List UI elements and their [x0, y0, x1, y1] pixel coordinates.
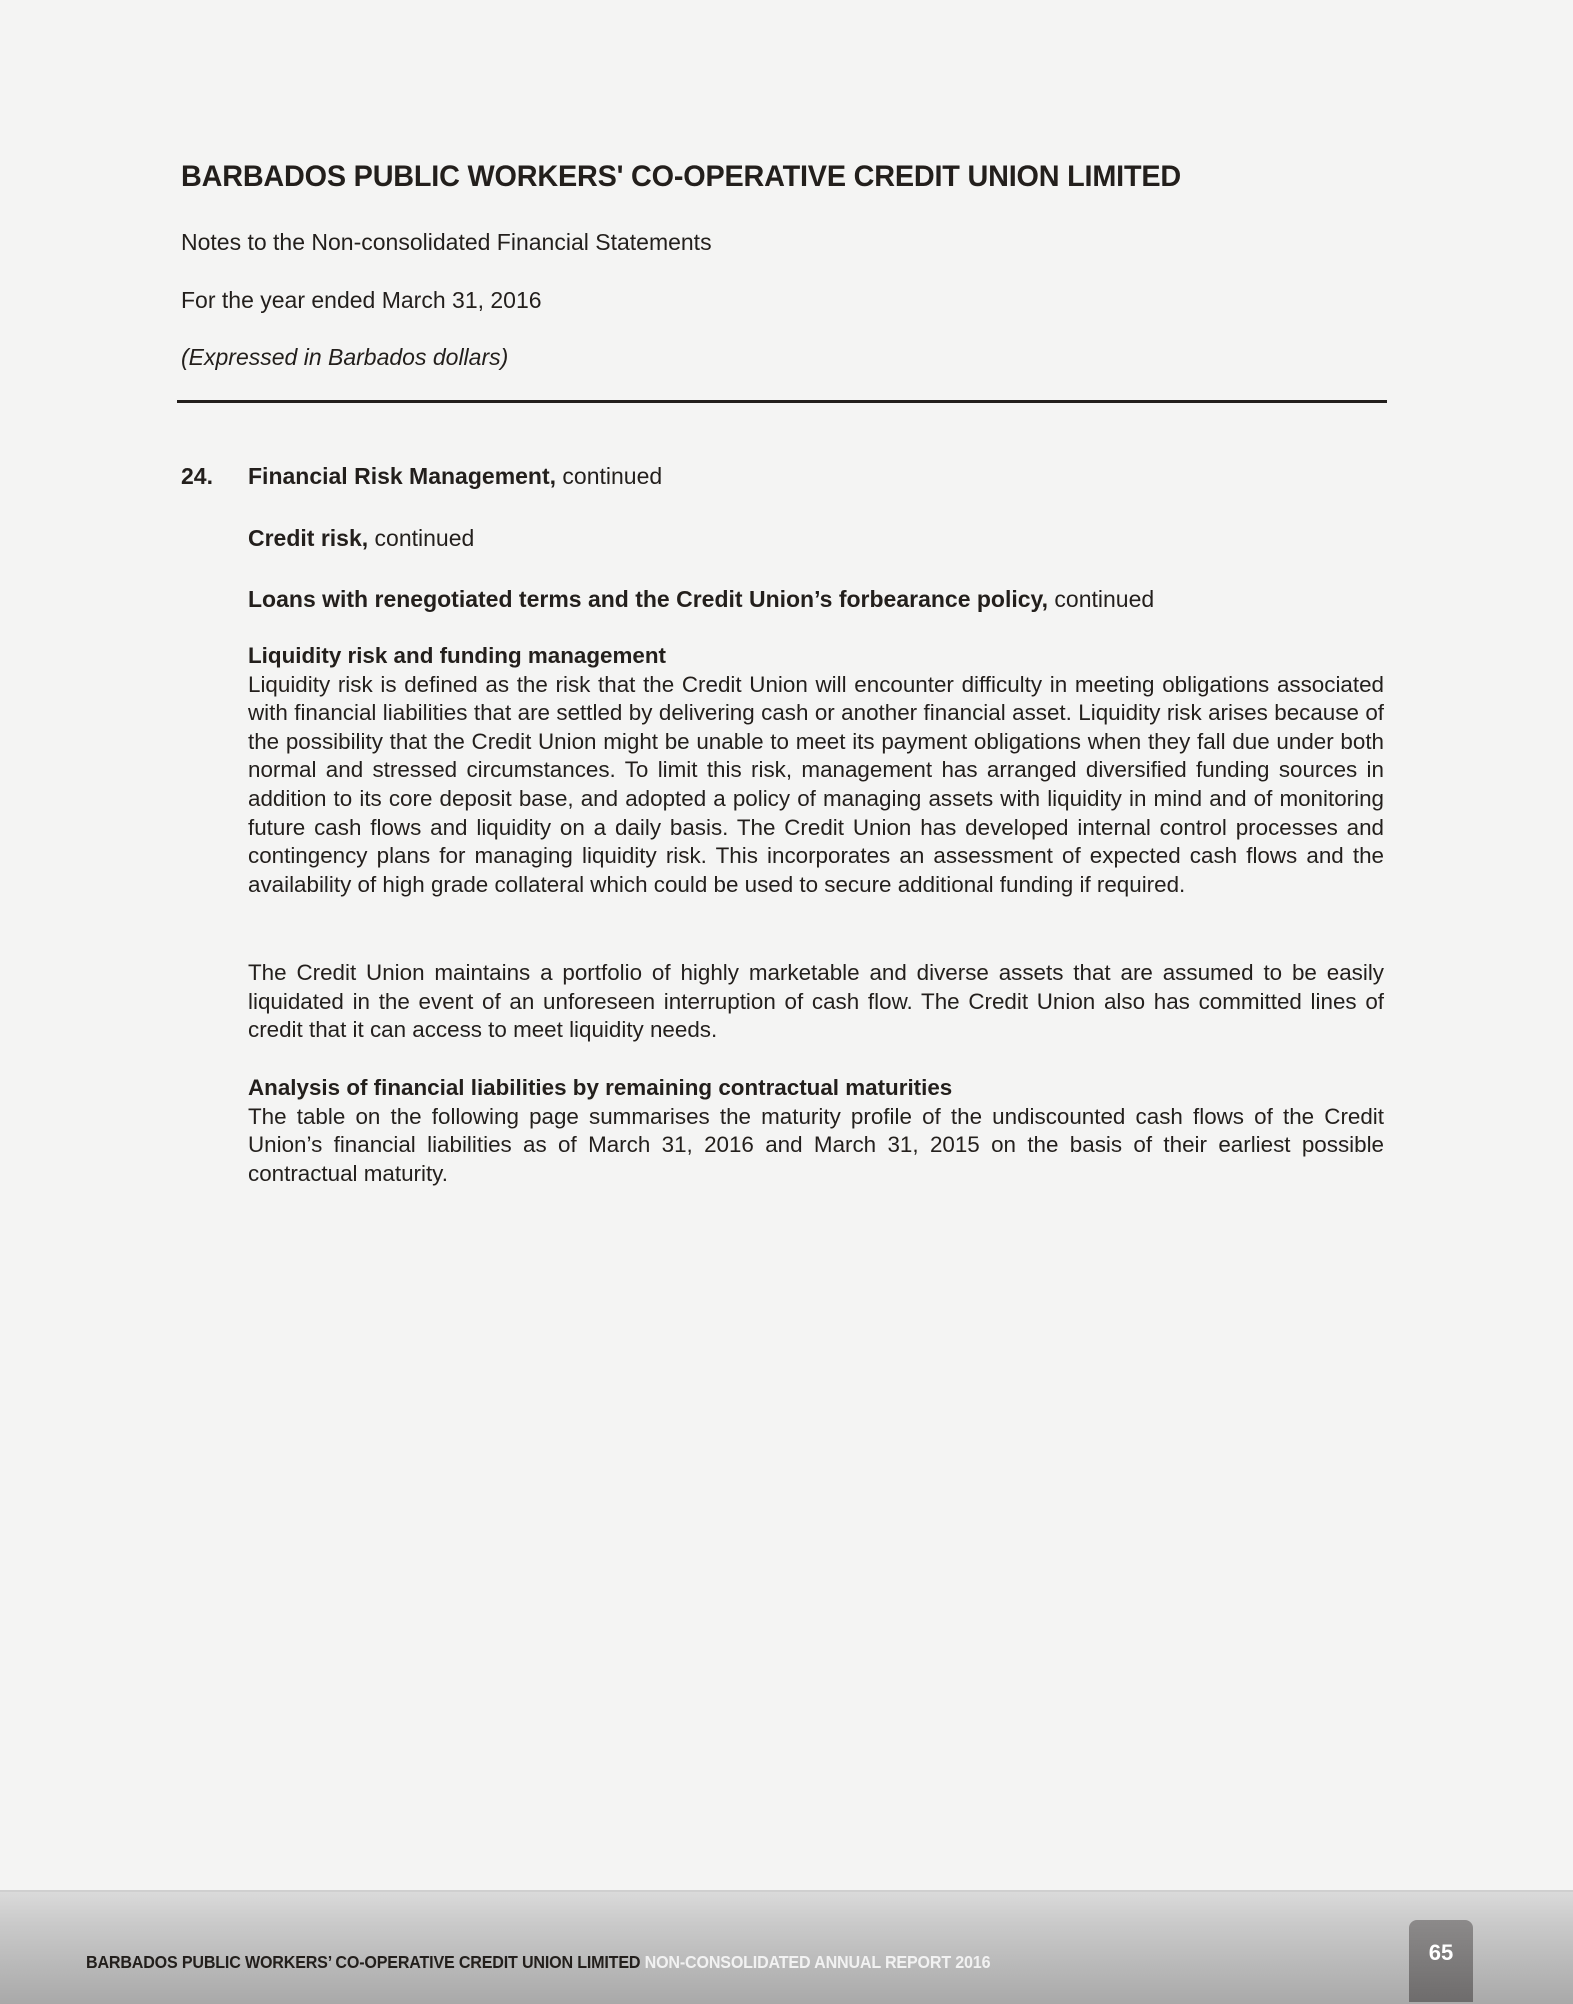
subsection-heading: [248, 525, 474, 552]
block-heading: Liquidity risk and funding management: [248, 643, 666, 668]
footer-organization: BARBADOS PUBLIC WORKERS’ CO-OPERATIVE CREDIT UNION LIMITED: [86, 1952, 641, 1972]
footer-report-name: NON-CONSOLIDATED ANNUAL REPORT 2016: [640, 1952, 991, 1972]
subsection-title-suffix: continued: [368, 525, 475, 551]
subsection-title: Credit risk,: [248, 525, 369, 551]
liquid-assets-block: [248, 959, 1384, 1045]
block-paragraph: The Credit Union maintains a portfolio of highly marketable and diverse assets that are assumed to be easily liquidated in the event of an unforeseen interruption of cash flow. The Credit Union also has committed lines of credit that it can access to meet liquidity needs.: [248, 960, 1384, 1043]
organization-title: BARBADOS PUBLIC WORKERS' CO-OPERATIVE CREDIT UNION LIMITED: [181, 160, 1181, 193]
header-divider: [177, 400, 1387, 403]
footer-text: [86, 1952, 990, 1973]
section-number: 24.: [181, 463, 213, 489]
maturity-analysis-block: [248, 1074, 1384, 1188]
sub-subsection-title-suffix: continued: [1048, 586, 1155, 612]
page-number-tab: [1409, 1920, 1473, 2002]
reporting-period: For the year ended March 31, 2016: [181, 287, 542, 313]
sub-subsection-heading: [248, 586, 1154, 613]
section-title-suffix: continued: [556, 463, 663, 489]
block-paragraph: Liquidity risk is defined as the risk that the Credit Union will encounter difficulty in meeting obligations associated with financial liabilities that are settled by delivering cash or another financial asset. Liquidity risk arises because of the possibility that the Credit Union might be unable to meet its payment obligations when they fall due under both normal and stressed circumstances. To limit this risk, management has arranged diversified funding sources in addition to its core deposit base, and adopted a policy of managing assets with liquidity in mind and of monitoring future cash flows and liquidity on a daily basis. The Credit Union has developed internal control processes and contingency plans for managing liquidity risk. This incorporates an assessment of expected cash flows and the availability of high grade collateral which could be used to secure additional funding if required.: [248, 671, 1384, 897]
sub-subsection-title: Loans with renegotiated terms and the Credit Union’s forbearance policy,: [248, 586, 1049, 612]
currency-note: (Expressed in Barbados dollars): [181, 344, 509, 370]
liquidity-risk-block: [248, 642, 1384, 899]
block-heading: Analysis of financial liabilities by remaining contractual maturities: [248, 1075, 953, 1100]
block-paragraph: The table on the following page summarises the maturity profile of the undiscounted cash flows of the Credit Union’s financial liabilities as of March 31, 2016 and March 31, 2015 on the basis of their earliest possible contractual maturity.: [248, 1103, 1384, 1186]
document-title: Notes to the Non-consolidated Financial Statements: [181, 229, 712, 255]
page-number: 65: [1428, 1940, 1454, 1965]
section-title: Financial Risk Management,: [248, 463, 557, 489]
page-footer: [0, 1890, 1573, 2004]
section-heading: [248, 463, 662, 490]
